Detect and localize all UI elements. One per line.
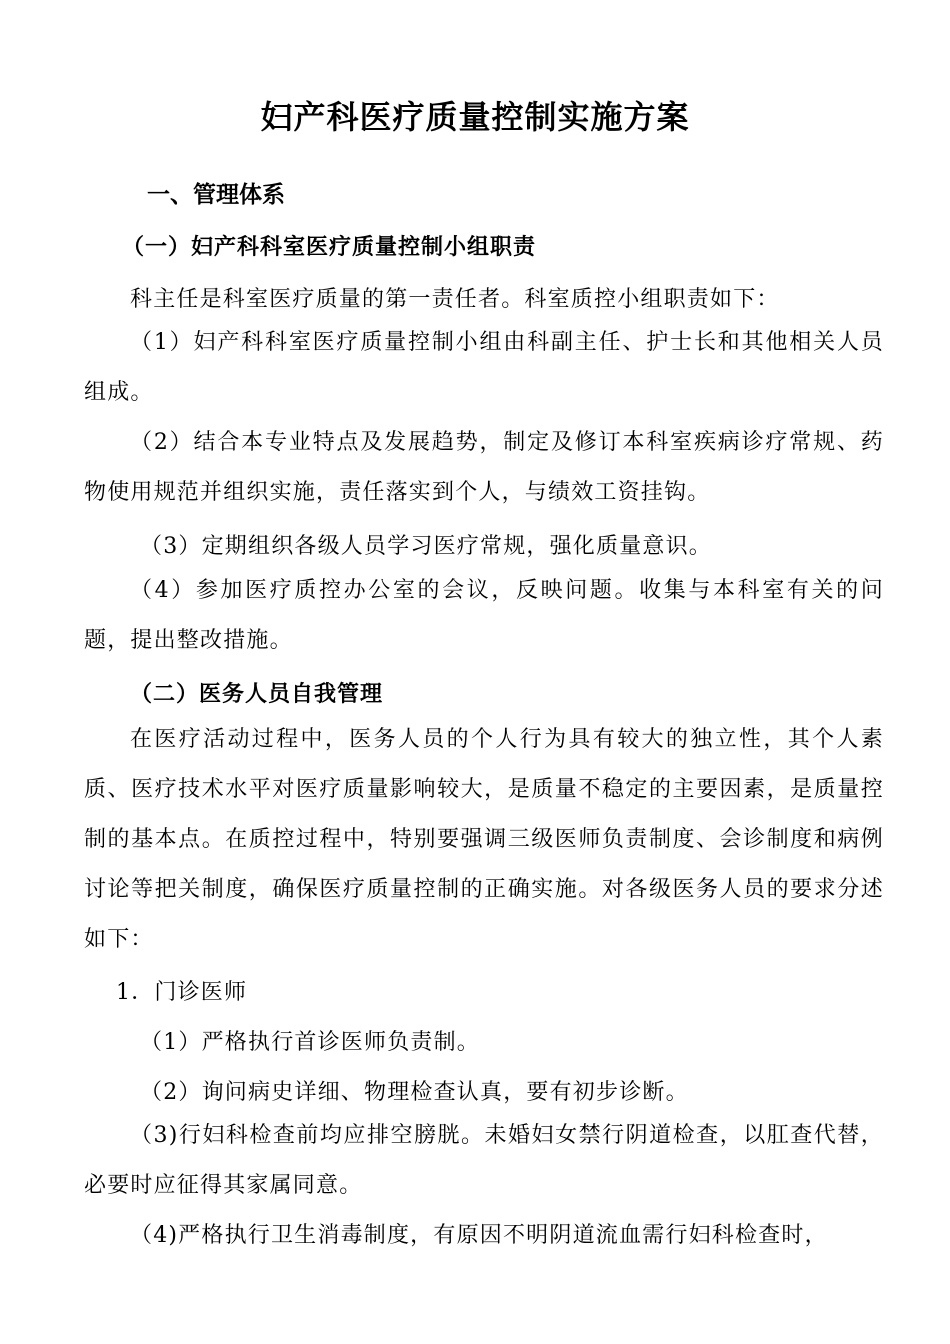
list-item-outpatient-3: （3)行妇科检查前均应排空膀胱。未婚妇女禁行阴道检查，以肛查代替，必要时应征得其家属同意。 <box>84 1123 884 1198</box>
section-heading-management-system: 一、管理体系 <box>147 182 285 208</box>
list-item-qc-2: （2）结合本专业特点及发展趋势，制定及修订本科室疾病诊疗常规、药物使用规范并组织实施，责任落实到个人，与绩效工资挂钩。 <box>84 430 884 505</box>
paragraph-self-management-intro: 在医疗活动过程中，医务人员的个人行为具有较大的独立性，其个人素质、医疗技术水平对医疗质量影响较大，是质量不稳定的主要因素，是质量控制的基本点。在质控过程中，特别要强调三级医师负责制度、会诊制度和病例讨论等把关制度，确保医疗质量控制的正确实施。对各级医务人员的要求分述如下： <box>84 727 884 952</box>
list-item-qc-3: （3）定期组织各级人员学习医疗常规，强化质量意识。 <box>140 534 712 559</box>
list-item-outpatient-2: （2）询问病史详细、物理检查认真，要有初步诊断。 <box>140 1080 689 1105</box>
page-title: 妇产科医疗质量控制实施方案 <box>260 98 690 136</box>
list-item-qc-1: （1）妇产科科室医疗质量控制小组由科副主任、护士长和其他相关人员组成。 <box>84 330 884 405</box>
list-item-qc-4: （4）参加医疗质控办公室的会议，反映问题。收集与本科室有关的问题，提出整改措施。 <box>84 578 884 653</box>
list-item-outpatient-4: （4)严格执行卫生消毒制度，有原因不明阴道流血需行妇科检查时， <box>130 1223 828 1248</box>
subsection-heading-outpatient-doctor: 1．门诊医师 <box>116 980 248 1005</box>
subsection-heading-qc-group: （一）妇产科科室医疗质量控制小组职责 <box>122 234 537 260</box>
paragraph-qc-intro: 科主任是科室医疗质量的第一责任者。科室质控小组职责如下： <box>130 287 780 312</box>
list-item-outpatient-1: （1）严格执行首诊医师负责制。 <box>140 1030 480 1055</box>
subsection-heading-self-management: （二）医务人员自我管理 <box>130 681 384 707</box>
